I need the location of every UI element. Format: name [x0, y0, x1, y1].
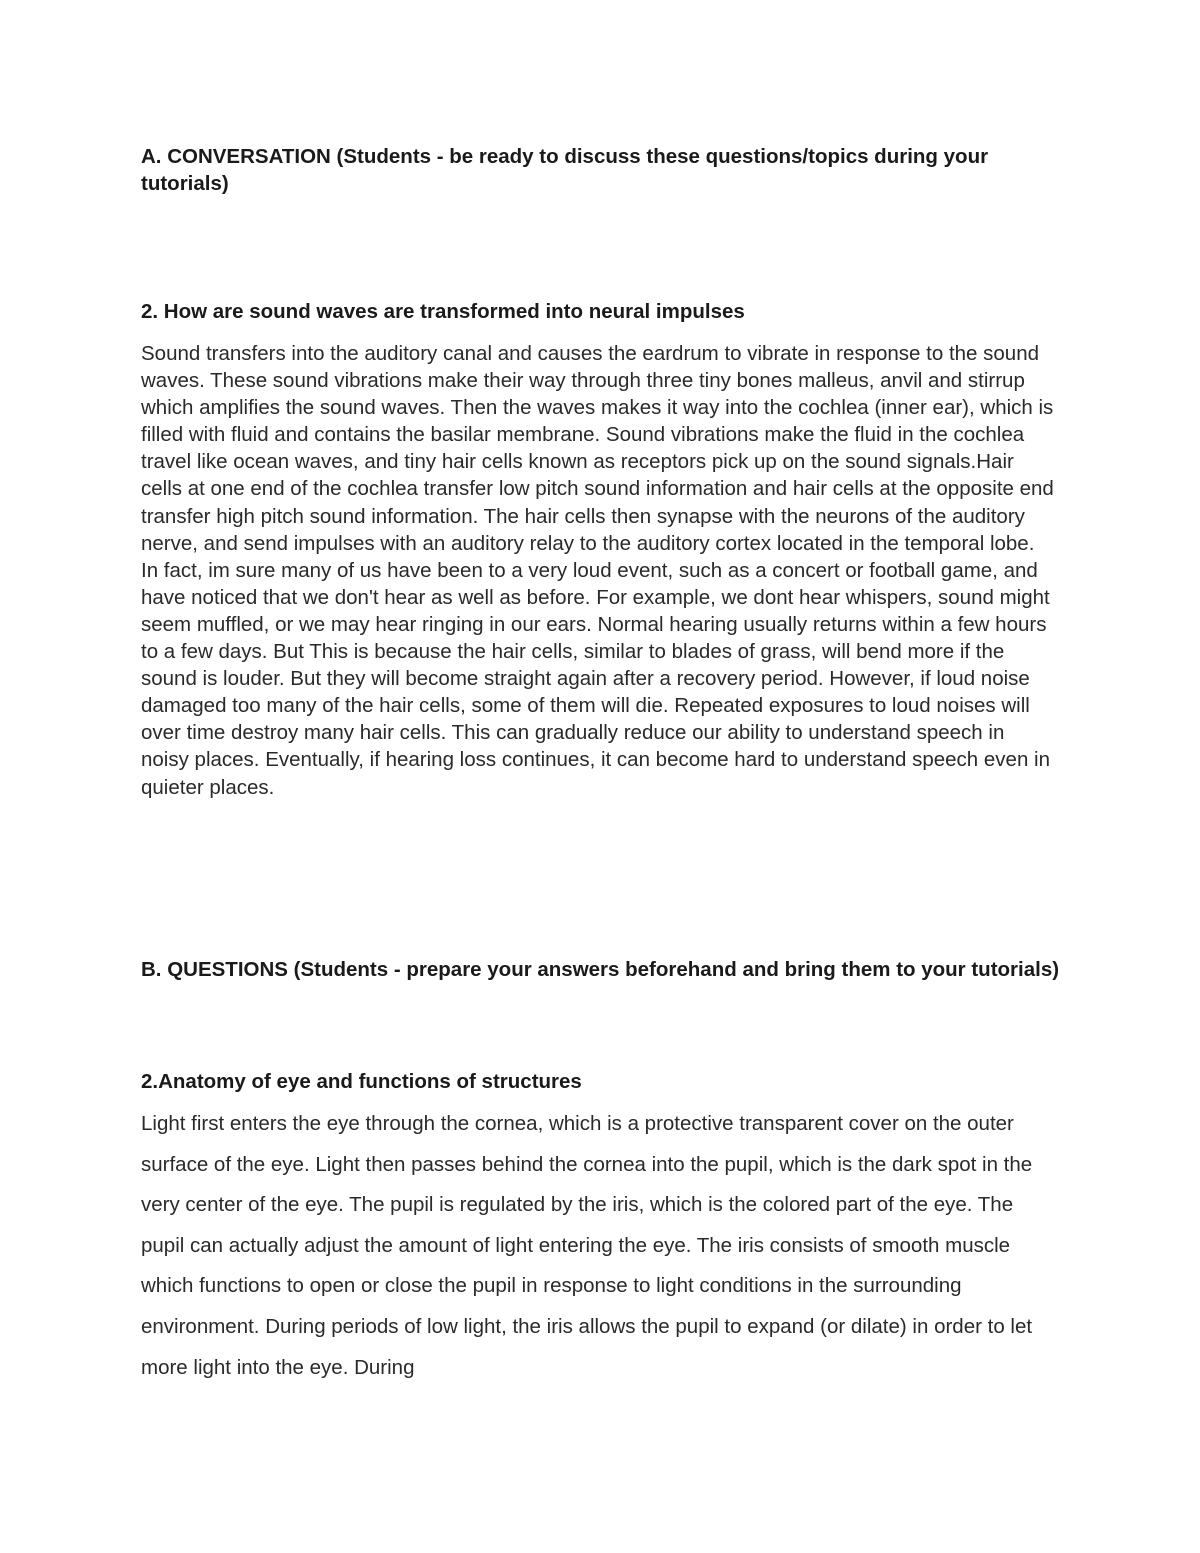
section-a-heading: A. CONVERSATION (Students - be ready to discuss these questions/topics during your tutorials) — [141, 145, 989, 195]
question-b2-heading: 2.Anatomy of eye and functions of structures — [141, 1070, 582, 1093]
section-b-heading: B. QUESTIONS (Students - prepare your answers beforehand and bring them to your tutorials) — [141, 958, 1060, 981]
question-a2-heading: 2. How are sound waves are transformed into neural impulses — [141, 300, 745, 323]
question-a2-answer: Sound transfers into the auditory canal and causes the eardrum to vibrate in response to the sound waves. These sound vibrations make their way through three tiny bones malleus, anvil and stirrup which amplifies the sound waves. Then the waves makes it way into the cochlea (inner ear), which is filled with fluid and contains the basilar membrane. Sound vibrations make the fluid in the cochlea travel like ocean waves, and tiny hair cells known as receptors pick up on the sound signals.Hair cells at one end of the cochlea transfer low pitch sound information and hair cells at the opposite end transfer high pitch sound information. The hair cells then synapse with the neurons of the auditory nerve, and send impulses with an auditory relay to the auditory cortex located in the temporal lobe. In fact, im sure many of us have been to a very loud event, such as a concert or football game, and have noticed that we don't hear as well as before. For example, we dont hear whispers, sound might seem muffled, or we may hear ringing in our ears. Normal hearing usually returns within a few hours to a few days. But This is because the hair cells, similar to blades of grass, will bend more if the sound is louder. But they will become straight again after a recovery period. However, if loud noise damaged too many of the hair cells, some of them will die. Repeated exposures to loud noises will over time destroy many hair cells. This can gradually reduce our ability to understand speech in noisy places. Eventually, if hearing loss continues, it can become hard to understand speech even in quieter places. — [141, 342, 1054, 799]
question-b2-answer: Light first enters the eye through the cornea, which is a protective transparent cover on the outer surface of the eye. Light then passes behind the cornea into the pupil, which is the dark spot in the very center of the eye. The pupil is regulated by the iris, which is the colored part of the eye. The pupil can actually adjust the amount of light entering the eye. The iris consists of smooth muscle which functions to open or close the pupil in response to light conditions in the surrounding environment. During periods of low light, the iris allows the pupil to expand (or dilate) in order to let more light into the eye. During — [141, 1112, 1033, 1379]
